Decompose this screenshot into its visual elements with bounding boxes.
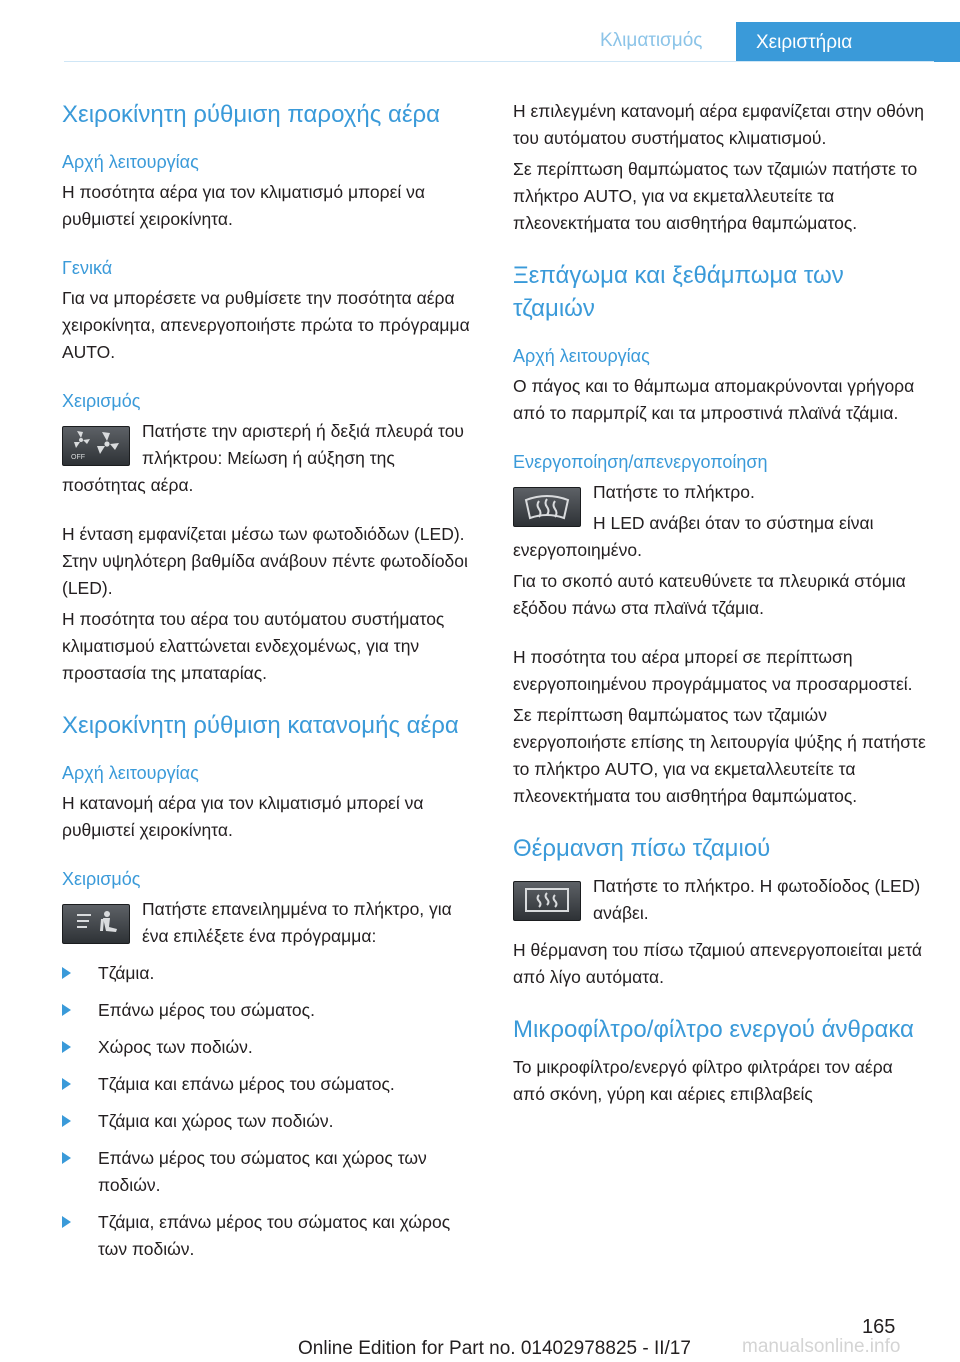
paragraph: Το μικροφίλτρο/ενεργό φίλτρο φιλτράρει τον αέρα από σκόνη, γύρη και αέριες επιβλαβείς xyxy=(513,1057,893,1104)
list-item: Τζάμια και χώρος των ποδιών. xyxy=(62,1108,477,1135)
air-distribution-button-icon xyxy=(62,904,130,944)
watermark: manualsonline.info xyxy=(742,1336,901,1357)
paragraph: Πατήστε το πλήκτρο. Η φωτοδίοδος (LED) ανάβει. xyxy=(593,876,921,923)
instruction-with-icon xyxy=(513,873,928,937)
bullet-triangle-icon xyxy=(62,1078,71,1090)
page-header xyxy=(0,0,960,62)
paragraph: Η ένταση εμφανίζεται μέσω των φωτοδιόδων (LED). Στην υψηλότερη βαθμίδα ανάβουν πέντε φωτοδίοδοι (LED). xyxy=(62,524,468,598)
instruction-with-icon xyxy=(62,418,477,499)
windshield-defrost-button-icon xyxy=(513,487,581,527)
paragraph: Η θέρμανση του πίσω τζαμιού απενεργοποιείται μετά από λίγο αυτόματα. xyxy=(513,940,922,987)
section-title-air-distribution: Χειροκίνητη ρύθμιση κατανομής αέρα xyxy=(62,712,459,739)
subheading-operation: Χειρισμός xyxy=(62,391,141,411)
program-list xyxy=(62,960,477,1263)
paragraph: Πατήστε την αριστερή ή δεξιά πλευρά του πλήκτρου: Μείωση ή αύξηση της ποσότητας αέρα. xyxy=(62,421,464,495)
bullet-triangle-icon xyxy=(62,1004,71,1016)
section-title-defrost: Ξεπάγωμα και ξεθάμπωμα των τζαμιών xyxy=(513,262,844,322)
paragraph: Η κατανομή αέρα για τον κλιματισμό μπορεί να ρυθμιστεί χειροκίνητα. xyxy=(62,793,424,840)
section-title-air-flow: Χειροκίνητη ρύθμιση παροχής αέρα xyxy=(62,101,441,128)
bullet-triangle-icon xyxy=(62,1115,71,1127)
section-title-rear-window-heating: Θέρμανση πίσω τζαμιού xyxy=(513,835,771,862)
subheading-operation: Χειρισμός xyxy=(62,869,141,889)
list-item: Τζάμια και επάνω μέρος του σώματος. xyxy=(62,1071,477,1098)
paragraph: Η LED ανάβει όταν το σύστημα είναι ενεργοποιημένο. xyxy=(513,513,874,560)
paragraph: Για να μπορέσετε να ρυθμίσετε την ποσότητα αέρα χειροκίνητα, απενεργοποιήστε πρώτα το πρόγραμμα AUTO. xyxy=(62,288,470,362)
off-label: OFF xyxy=(71,454,85,461)
subheading-general: Γενικά xyxy=(62,258,113,278)
subheading-principle: Αρχή λειτουργίας xyxy=(513,346,650,366)
bullet-triangle-icon xyxy=(62,1152,71,1164)
bullet-triangle-icon xyxy=(62,967,71,979)
subheading-principle: Αρχή λειτουργίας xyxy=(62,763,199,783)
paragraph: Πατήστε το πλήκτρο. xyxy=(593,482,755,502)
right-column xyxy=(513,98,928,1130)
header-divider xyxy=(64,61,934,62)
paragraph: Ο πάγος και το θάμπωμα απομακρύνονται γρήγορα από το παρμπρίζ και τα μπροστινά πλαϊνά τζάμια. xyxy=(513,376,915,423)
section-title-microfilter: Μικροφίλτρο/φίλτρο ενεργού άνθρακα xyxy=(513,1016,914,1043)
list-item: Χώρος των ποδιών. xyxy=(62,1034,477,1061)
paragraph: Η ποσότητα του αέρα μπορεί σε περίπτωση ενεργοποιημένου προγράμματος να προσαρμοστεί. xyxy=(513,647,913,694)
footer-edition: Online Edition for Part no. 01402978825 - II/17 xyxy=(298,1338,691,1359)
instruction-with-icon xyxy=(62,896,477,960)
subheading-principle: Αρχή λειτουργίας xyxy=(62,152,199,172)
paragraph: Για το σκοπό αυτό κατευθύνετε τα πλευρικά στόμια εξόδου πάνω στα πλαϊνά τζάμια. xyxy=(513,571,906,618)
paragraph: Η επιλεγμένη κατανομή αέρα εμφανίζεται στην οθόνη του αυτόματου συστήματος κλιματισμού. xyxy=(513,101,925,148)
paragraph: Η ποσότητα αέρα για τον κλιματισμό μπορεί να ρυθμιστεί χειροκίνητα. xyxy=(62,182,425,229)
list-item: Τζάμια. xyxy=(62,960,477,987)
subheading-on-off: Ενεργοποίηση/απενεργοποίηση xyxy=(513,452,768,472)
instruction-with-icon xyxy=(513,479,928,564)
list-item: Επάνω μέρος του σώματος και χώρος των ποδιών. xyxy=(62,1145,477,1199)
bullet-triangle-icon xyxy=(62,1041,71,1053)
rear-window-heating-button-icon xyxy=(513,881,581,921)
list-item: Επάνω μέρος του σώματος. xyxy=(62,997,477,1024)
list-item: Τζάμια, επάνω μέρος του σώματος και χώρος των ποδιών. xyxy=(62,1209,477,1263)
paragraph: Πατήστε επανειλημμένα το πλήκτρο, για ένα επιλέξετε ένα πρόγραμμα: xyxy=(142,899,452,946)
paragraph: Σε περίπτωση θαμπώματος των τζαμιών ενεργοποιήστε επίσης τη λειτουργία ψύξης ή πατήστε το πλήκτρο AUTO, για να εκμεταλλευτείτε τα πλεονεκτήματα του αισθητήρα θαμπώματος. xyxy=(513,705,926,806)
header-section-title: Κλιματισμός xyxy=(600,30,703,51)
bullet-triangle-icon xyxy=(62,1216,71,1228)
fan-button-icon xyxy=(62,426,130,466)
page-number: 165 xyxy=(862,1316,896,1338)
header-chapter-tab: Χειριστήρια xyxy=(736,22,960,62)
paragraph: Η ποσότητα του αέρα του αυτόματου συστήματος κλιματισμού ελαττώνεται ενδεχομένως, για την προστασία της μπαταρίας. xyxy=(62,609,445,683)
left-column xyxy=(62,98,477,1273)
paragraph: Σε περίπτωση θαμπώματος των τζαμιών πατήστε το πλήκτρο AUTO, για να εκμεταλλευτείτε τα πλεονεκτήματα του αισθητήρα θαμπώματος. xyxy=(513,159,918,233)
